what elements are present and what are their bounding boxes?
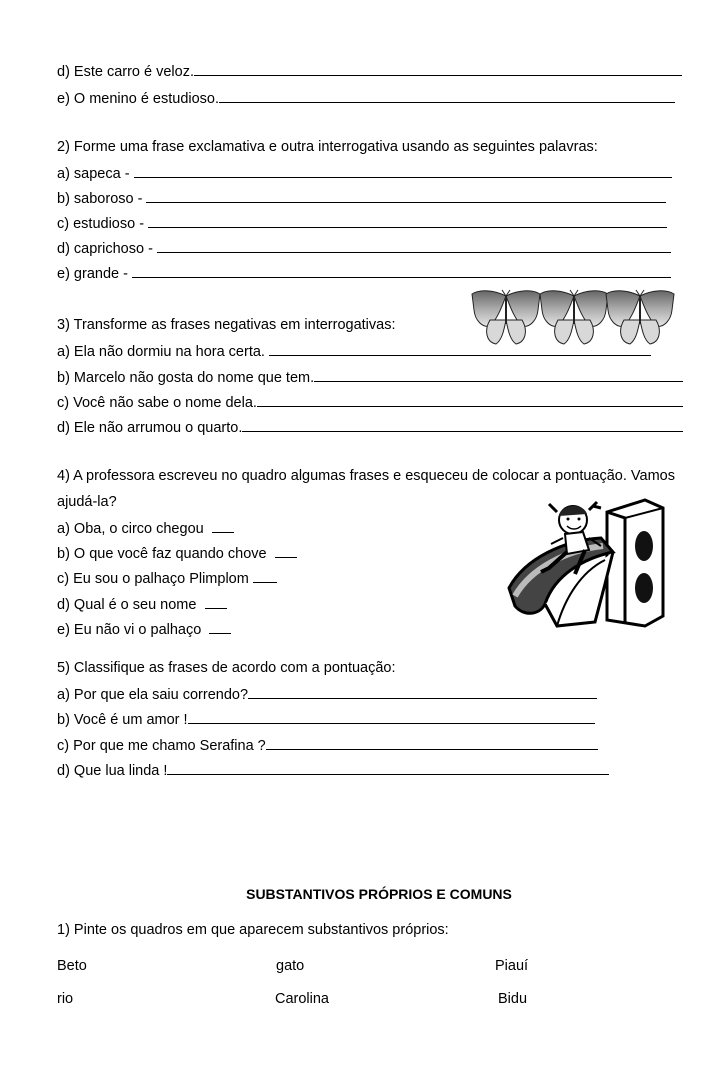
answer-blank[interactable] <box>314 368 683 382</box>
noun-cell[interactable]: Piauí <box>495 958 529 974</box>
item-text: b) Marcelo não gosta do nome que tem. <box>57 370 315 386</box>
answer-blank[interactable] <box>205 595 227 609</box>
noun-cell[interactable]: rio <box>57 991 74 1007</box>
item-text: d) Ele não arrumou o quarto. <box>57 420 243 436</box>
item-text: c) estudioso - <box>57 216 149 232</box>
item-5c <box>57 736 598 755</box>
child-on-slide-illustration <box>505 488 665 630</box>
item-text: b) O que você faz quando chove <box>57 546 275 562</box>
item-text: d) caprichoso - <box>57 241 157 257</box>
answer-blank[interactable] <box>167 761 609 775</box>
item-2b <box>57 189 666 208</box>
answer-blank[interactable] <box>188 710 595 724</box>
butterfly-illustration <box>470 288 676 346</box>
item-5d <box>57 761 609 780</box>
section4-heading-cont: ajudá-la? <box>57 494 117 510</box>
noun-cell[interactable]: Bidu <box>498 991 528 1007</box>
section4-heading: 4) A professora escreveu no quadro algumas frases e esqueceu de colocar a pontuação. Vamos <box>57 468 675 484</box>
item-text: a) Por que ela saiu correndo? <box>57 687 249 703</box>
answer-blank[interactable] <box>212 519 234 533</box>
item-5a <box>57 685 597 704</box>
item-text: e) O menino é estudioso. <box>57 91 220 107</box>
item-1e <box>57 89 675 108</box>
section-title: SUBSTANTIVOS PRÓPRIOS E COMUNS <box>246 886 512 902</box>
item-text: b) saboroso - <box>57 191 147 207</box>
butterfly-icon <box>606 290 674 344</box>
answer-blank[interactable] <box>134 164 672 178</box>
item-text: c) Por que me chamo Serafina ? <box>57 738 266 754</box>
item-text: e) grande - <box>57 266 132 282</box>
item-text: d) Qual é o seu nome <box>57 597 205 613</box>
item-3a <box>57 342 651 361</box>
item-5b <box>57 710 595 729</box>
item-2e <box>57 264 671 283</box>
answer-blank[interactable] <box>248 685 597 699</box>
noun-cell[interactable]: Carolina <box>275 991 329 1007</box>
answer-blank[interactable] <box>253 569 277 583</box>
item-3b <box>57 368 683 387</box>
item-4a <box>57 519 234 538</box>
item-3d <box>57 418 683 437</box>
item-text: d) Este carro é veloz. <box>57 64 194 80</box>
item-2d <box>57 239 671 258</box>
item-2a <box>57 164 672 183</box>
item-4d <box>57 595 227 614</box>
noun-cell[interactable]: Beto <box>57 958 87 974</box>
answer-blank[interactable] <box>194 62 682 76</box>
answer-blank[interactable] <box>146 189 666 203</box>
item-text: e) Eu não vi o palhaço <box>57 622 210 638</box>
item-1d <box>57 62 682 81</box>
section5-heading: 5) Classifique as frases de acordo com a pontuação: <box>57 660 396 676</box>
item-4e <box>57 620 231 639</box>
noun-cell[interactable]: gato <box>276 958 305 974</box>
item-text: c) Você não sabe o nome dela. <box>57 395 257 411</box>
answer-blank[interactable] <box>157 239 671 253</box>
item-text: c) Eu sou o palhaço Plimplom <box>57 571 253 587</box>
item-4b <box>57 544 297 563</box>
answer-blank[interactable] <box>132 264 671 278</box>
answer-blank[interactable] <box>257 393 683 407</box>
butterfly-icon <box>472 290 540 344</box>
answer-blank[interactable] <box>209 620 231 634</box>
answer-blank[interactable] <box>148 214 667 228</box>
section2-heading: 2) Forme uma frase exclamativa e outra interrogativa usando as seguintes palavras: <box>57 139 598 155</box>
answer-blank[interactable] <box>219 89 675 103</box>
item-3c <box>57 393 683 412</box>
section3-heading: 3) Transforme as frases negativas em interrogativas: <box>57 317 396 333</box>
answer-blank[interactable] <box>269 342 651 356</box>
item-text: d) Que lua linda ! <box>57 763 168 779</box>
item-text: a) Oba, o circo chegou <box>57 521 212 537</box>
item-2c <box>57 214 667 233</box>
item-text: a) sapeca - <box>57 166 134 182</box>
item-text: b) Você é um amor ! <box>57 712 188 728</box>
item-4c <box>57 569 277 588</box>
butterfly-icon <box>540 290 608 344</box>
item-text: a) Ela não dormiu na hora certa. <box>57 344 269 360</box>
answer-blank[interactable] <box>266 736 598 750</box>
substantivos-instruction: 1) Pinte os quadros em que aparecem substantivos próprios: <box>57 922 449 938</box>
answer-blank[interactable] <box>275 544 297 558</box>
answer-blank[interactable] <box>242 418 683 432</box>
